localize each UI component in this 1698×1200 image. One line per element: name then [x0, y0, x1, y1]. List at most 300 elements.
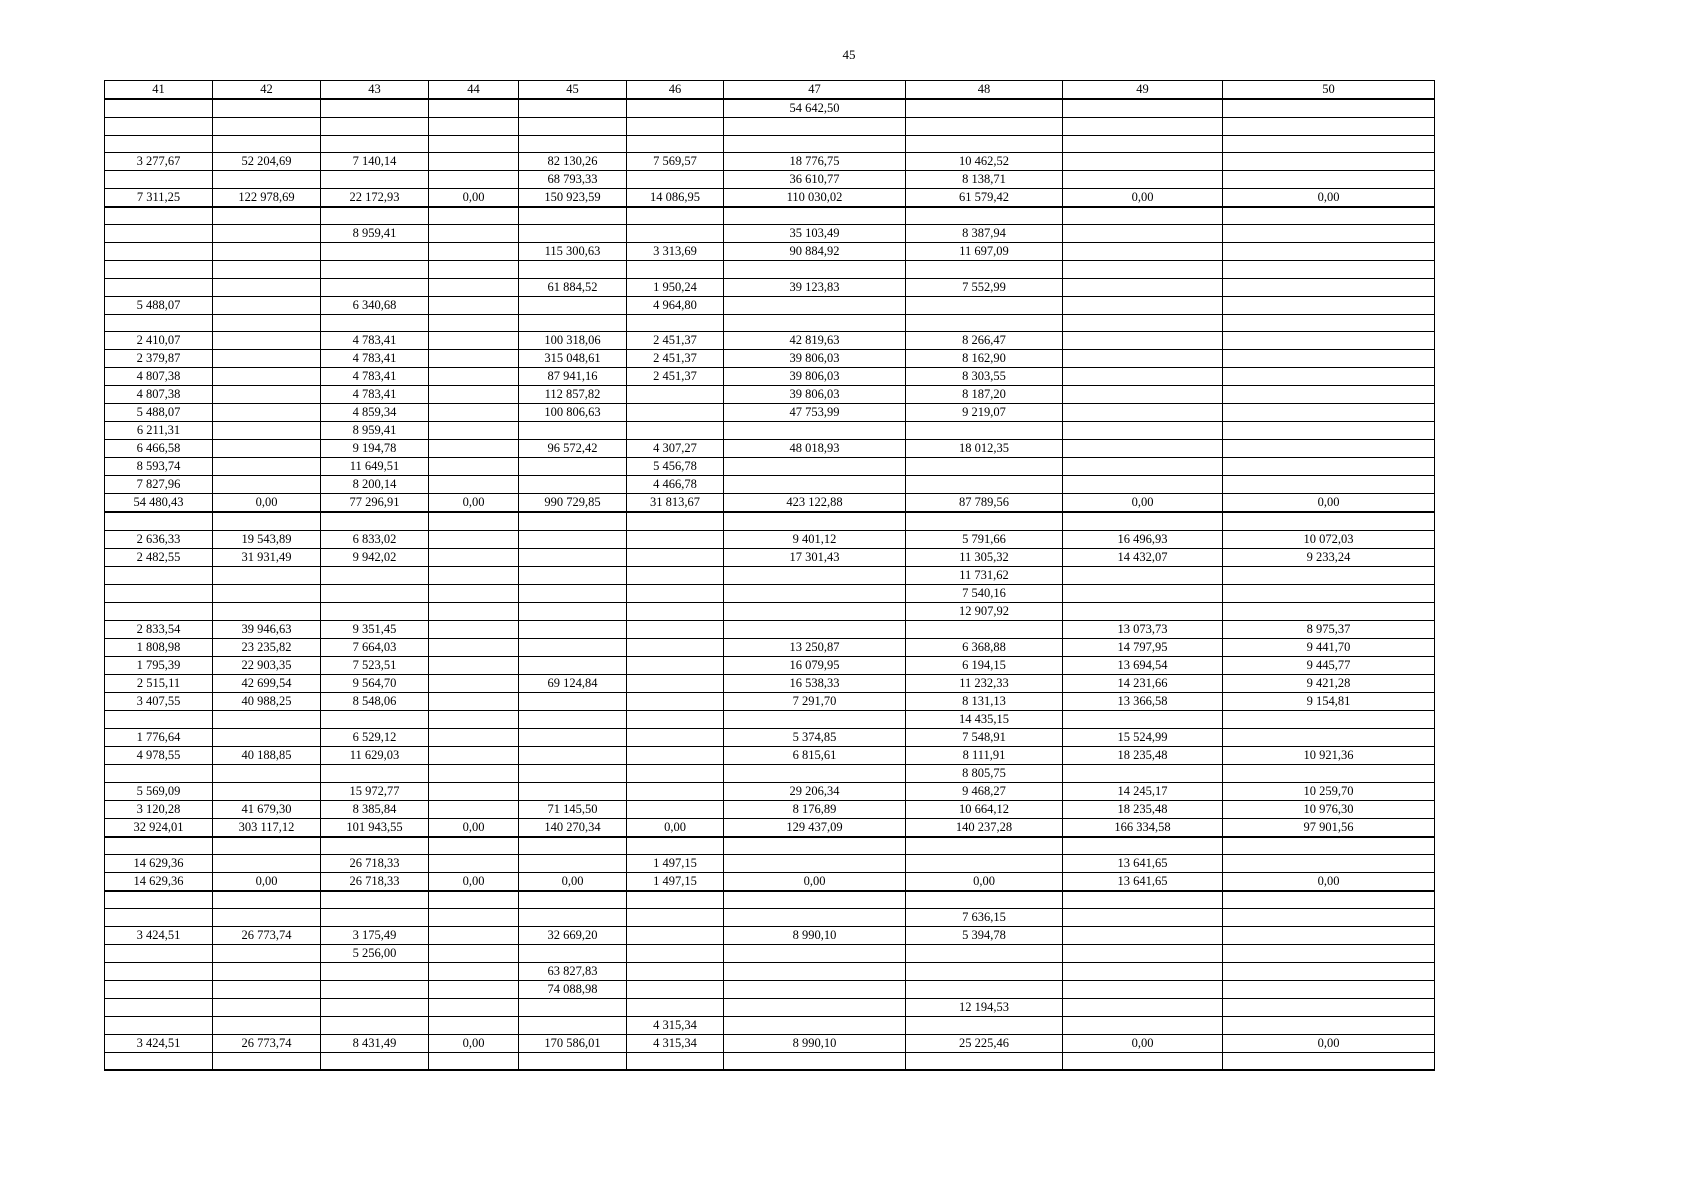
- table-cell: [213, 422, 321, 440]
- table-cell: 40 988,25: [213, 692, 321, 710]
- table-cell: 39 806,03: [724, 368, 906, 386]
- table-cell: 100 318,06: [519, 332, 627, 350]
- column-header: 42: [213, 81, 321, 100]
- table-cell: [105, 261, 213, 279]
- table-cell: [213, 854, 321, 872]
- table-cell: [429, 314, 519, 332]
- table-cell: [627, 782, 724, 800]
- table-cell: 0,00: [1063, 189, 1223, 208]
- table-cell: 6 815,61: [724, 746, 906, 764]
- table-cell: 7 827,96: [105, 476, 213, 494]
- data-table: [104, 80, 1435, 1071]
- table-cell: [519, 512, 627, 530]
- table-cell: 13 250,87: [724, 638, 906, 656]
- table-cell: [321, 837, 429, 855]
- table-cell: 423 122,88: [724, 494, 906, 513]
- table-cell: [1223, 944, 1435, 962]
- table-cell: [906, 135, 1063, 153]
- table-cell: 26 718,33: [321, 872, 429, 891]
- table-row: [105, 368, 1435, 386]
- table-cell: [321, 962, 429, 980]
- table-row: [105, 548, 1435, 566]
- table-row: [105, 800, 1435, 818]
- table-cell: [1223, 225, 1435, 243]
- table-row: [105, 1034, 1435, 1052]
- table-cell: [519, 548, 627, 566]
- table-cell: [1063, 998, 1223, 1016]
- table-cell: 2 451,37: [627, 332, 724, 350]
- table-cell: [627, 584, 724, 602]
- table-row: [105, 171, 1435, 189]
- table-cell: 5 256,00: [321, 944, 429, 962]
- table-cell: [321, 278, 429, 296]
- table-row: [105, 350, 1435, 368]
- table-cell: 8 303,55: [906, 368, 1063, 386]
- table-cell: 42 699,54: [213, 674, 321, 692]
- table-cell: 8 431,49: [321, 1034, 429, 1052]
- table-cell: [1223, 296, 1435, 314]
- table-cell: 13 694,54: [1063, 656, 1223, 674]
- table-cell: [1223, 980, 1435, 998]
- table-cell: 101 943,55: [321, 818, 429, 837]
- table-cell: [429, 656, 519, 674]
- column-header: 47: [724, 81, 906, 100]
- table-cell: 5 374,85: [724, 728, 906, 746]
- table-cell: [627, 171, 724, 189]
- table-cell: 10 462,52: [906, 153, 1063, 171]
- table-cell: [429, 692, 519, 710]
- table-cell: [105, 207, 213, 225]
- table-cell: 4 783,41: [321, 350, 429, 368]
- table-cell: 7 140,14: [321, 153, 429, 171]
- table-cell: 90 884,92: [724, 243, 906, 261]
- table-cell: [519, 728, 627, 746]
- table-cell: 9 942,02: [321, 548, 429, 566]
- table-row: [105, 980, 1435, 998]
- table-cell: 18 235,48: [1063, 746, 1223, 764]
- table-cell: [105, 944, 213, 962]
- table-cell: [429, 962, 519, 980]
- column-header: 46: [627, 81, 724, 100]
- table-cell: [1223, 584, 1435, 602]
- table-row: [105, 782, 1435, 800]
- table-cell: 18 776,75: [724, 153, 906, 171]
- table-cell: [724, 998, 906, 1016]
- table-cell: [724, 566, 906, 584]
- table-row: [105, 243, 1435, 261]
- table-cell: [429, 99, 519, 118]
- table-cell: [627, 1052, 724, 1070]
- table-cell: 22 172,93: [321, 189, 429, 208]
- table-cell: [429, 476, 519, 494]
- table-cell: 0,00: [429, 189, 519, 208]
- table-cell: 87 941,16: [519, 368, 627, 386]
- table-cell: [1223, 458, 1435, 476]
- table-cell: [105, 908, 213, 926]
- table-cell: 0,00: [213, 494, 321, 513]
- table-cell: 14 435,15: [906, 710, 1063, 728]
- table-cell: 41 679,30: [213, 800, 321, 818]
- table-cell: 36 610,77: [724, 171, 906, 189]
- column-header: 49: [1063, 81, 1223, 100]
- table-cell: [1223, 261, 1435, 279]
- table-cell: [321, 135, 429, 153]
- table-cell: [213, 782, 321, 800]
- table-cell: [627, 404, 724, 422]
- table-cell: 1 497,15: [627, 872, 724, 891]
- table-cell: [627, 207, 724, 225]
- table-row: [105, 278, 1435, 296]
- table-cell: [627, 512, 724, 530]
- table-cell: [627, 548, 724, 566]
- table-cell: [429, 584, 519, 602]
- table-cell: 1 795,39: [105, 656, 213, 674]
- table-cell: [1063, 278, 1223, 296]
- table-cell: 10 259,70: [1223, 782, 1435, 800]
- table-cell: [906, 118, 1063, 136]
- table-cell: [724, 118, 906, 136]
- table-row: [105, 1016, 1435, 1034]
- table-cell: [429, 926, 519, 944]
- table-cell: [519, 602, 627, 620]
- table-cell: 6 466,58: [105, 440, 213, 458]
- table-cell: [627, 944, 724, 962]
- table-cell: 8 111,91: [906, 746, 1063, 764]
- table-cell: [724, 837, 906, 855]
- table-cell: 10 072,03: [1223, 530, 1435, 548]
- table-cell: 5 791,66: [906, 530, 1063, 548]
- table-cell: [213, 944, 321, 962]
- table-cell: [1063, 1016, 1223, 1034]
- table-cell: 9 564,70: [321, 674, 429, 692]
- table-cell: 9 351,45: [321, 620, 429, 638]
- table-cell: [429, 135, 519, 153]
- column-header: 50: [1223, 81, 1435, 100]
- table-cell: [321, 512, 429, 530]
- table-cell: [627, 225, 724, 243]
- table-cell: 14 231,66: [1063, 674, 1223, 692]
- table-cell: [213, 1016, 321, 1034]
- table-cell: 4 859,34: [321, 404, 429, 422]
- table-cell: [1223, 1016, 1435, 1034]
- table-cell: 7 636,15: [906, 908, 1063, 926]
- table-cell: 2 379,87: [105, 350, 213, 368]
- table-row: [105, 728, 1435, 746]
- table-cell: 61 579,42: [906, 189, 1063, 208]
- table-cell: 61 884,52: [519, 278, 627, 296]
- table-cell: 8 200,14: [321, 476, 429, 494]
- table-cell: 1 950,24: [627, 278, 724, 296]
- table-cell: [627, 422, 724, 440]
- table-cell: [1063, 476, 1223, 494]
- table-cell: 40 188,85: [213, 746, 321, 764]
- table-row: [105, 962, 1435, 980]
- table-body: [105, 81, 1435, 1070]
- table-cell: 8 959,41: [321, 225, 429, 243]
- table-cell: 6 194,15: [906, 656, 1063, 674]
- table-cell: [627, 118, 724, 136]
- table-cell: 8 176,89: [724, 800, 906, 818]
- table-cell: 11 305,32: [906, 548, 1063, 566]
- table-row: [105, 404, 1435, 422]
- table-row: [105, 512, 1435, 530]
- table-cell: [321, 1016, 429, 1034]
- table-cell: [429, 171, 519, 189]
- table-cell: 4 783,41: [321, 386, 429, 404]
- table-cell: 39 946,63: [213, 620, 321, 638]
- table-cell: [1223, 314, 1435, 332]
- table-cell: 39 806,03: [724, 386, 906, 404]
- table-cell: 5 394,78: [906, 926, 1063, 944]
- table-cell: 0,00: [1223, 494, 1435, 513]
- table-cell: 9 194,78: [321, 440, 429, 458]
- table-cell: [105, 1016, 213, 1034]
- table-cell: 22 903,35: [213, 656, 321, 674]
- table-cell: [105, 99, 213, 118]
- table-cell: [429, 944, 519, 962]
- table-cell: 16 538,33: [724, 674, 906, 692]
- table-cell: [429, 837, 519, 855]
- table-cell: [429, 908, 519, 926]
- table-cell: [213, 512, 321, 530]
- table-cell: [724, 1016, 906, 1034]
- table-row: [105, 530, 1435, 548]
- table-row: [105, 225, 1435, 243]
- table-cell: [429, 261, 519, 279]
- table-cell: [105, 225, 213, 243]
- table-cell: 3 424,51: [105, 926, 213, 944]
- table-cell: [429, 800, 519, 818]
- table-cell: 35 103,49: [724, 225, 906, 243]
- table-cell: [429, 854, 519, 872]
- table-cell: 9 468,27: [906, 782, 1063, 800]
- table-cell: [105, 980, 213, 998]
- table-cell: [1223, 278, 1435, 296]
- table-cell: [1063, 332, 1223, 350]
- table-cell: [1063, 296, 1223, 314]
- table-row: [105, 638, 1435, 656]
- table-cell: 8 593,74: [105, 458, 213, 476]
- table-cell: [321, 710, 429, 728]
- header-row: [105, 81, 1435, 100]
- table-cell: [1063, 584, 1223, 602]
- table-cell: [724, 261, 906, 279]
- table-cell: [1223, 332, 1435, 350]
- table-row: [105, 891, 1435, 909]
- table-cell: [321, 980, 429, 998]
- table-cell: [519, 566, 627, 584]
- table-cell: [105, 314, 213, 332]
- table-cell: [213, 908, 321, 926]
- table-cell: [1223, 368, 1435, 386]
- table-cell: [724, 620, 906, 638]
- table-row: [105, 710, 1435, 728]
- table-cell: 4 783,41: [321, 332, 429, 350]
- table-cell: [105, 710, 213, 728]
- table-cell: [1063, 350, 1223, 368]
- table-row: [105, 135, 1435, 153]
- table-cell: [213, 118, 321, 136]
- table-cell: [429, 620, 519, 638]
- table-cell: 4 307,27: [627, 440, 724, 458]
- table-cell: 16 496,93: [1063, 530, 1223, 548]
- table-cell: [213, 386, 321, 404]
- table-cell: 29 206,34: [724, 782, 906, 800]
- table-cell: 48 018,93: [724, 440, 906, 458]
- table-cell: 4 783,41: [321, 368, 429, 386]
- table-cell: 52 204,69: [213, 153, 321, 171]
- table-cell: [519, 530, 627, 548]
- table-cell: [429, 278, 519, 296]
- table-cell: [519, 908, 627, 926]
- table-cell: 3 120,28: [105, 800, 213, 818]
- table-cell: 39 806,03: [724, 350, 906, 368]
- table-cell: [724, 296, 906, 314]
- table-cell: 63 827,83: [519, 962, 627, 980]
- table-cell: [213, 350, 321, 368]
- table-row: [105, 476, 1435, 494]
- table-cell: 10 976,30: [1223, 800, 1435, 818]
- table-cell: 13 641,65: [1063, 854, 1223, 872]
- table-cell: 2 515,11: [105, 674, 213, 692]
- table-cell: 0,00: [429, 818, 519, 837]
- table-cell: [906, 476, 1063, 494]
- table-cell: 31 931,49: [213, 548, 321, 566]
- table-cell: [906, 422, 1063, 440]
- table-cell: [724, 207, 906, 225]
- table-cell: 8 131,13: [906, 692, 1063, 710]
- table-cell: [1063, 386, 1223, 404]
- table-cell: [627, 656, 724, 674]
- table-cell: [213, 584, 321, 602]
- table-cell: [627, 926, 724, 944]
- table-cell: 15 972,77: [321, 782, 429, 800]
- table-cell: [906, 296, 1063, 314]
- table-cell: [627, 566, 724, 584]
- table-cell: [519, 135, 627, 153]
- table-cell: [429, 548, 519, 566]
- table-cell: [1223, 350, 1435, 368]
- column-header: 43: [321, 81, 429, 100]
- table-cell: [519, 261, 627, 279]
- table-cell: 97 901,56: [1223, 818, 1435, 837]
- table-cell: [213, 225, 321, 243]
- table-cell: [321, 602, 429, 620]
- table-cell: [906, 620, 1063, 638]
- table-cell: [627, 908, 724, 926]
- table-cell: [1223, 135, 1435, 153]
- table-cell: [724, 962, 906, 980]
- table-cell: 9 219,07: [906, 404, 1063, 422]
- table-cell: [627, 261, 724, 279]
- table-cell: [519, 225, 627, 243]
- table-cell: 26 773,74: [213, 1034, 321, 1052]
- table-cell: [519, 99, 627, 118]
- table-cell: [1223, 476, 1435, 494]
- table-cell: [1223, 99, 1435, 118]
- table-cell: 96 572,42: [519, 440, 627, 458]
- table-cell: 87 789,56: [906, 494, 1063, 513]
- table-cell: [321, 764, 429, 782]
- table-cell: 7 569,57: [627, 153, 724, 171]
- table-cell: [1223, 207, 1435, 225]
- table-cell: [213, 710, 321, 728]
- table-cell: [519, 314, 627, 332]
- table-cell: 5 456,78: [627, 458, 724, 476]
- table-cell: 39 123,83: [724, 278, 906, 296]
- table-cell: 4 315,34: [627, 1016, 724, 1034]
- table-cell: [519, 620, 627, 638]
- table-cell: 9 421,28: [1223, 674, 1435, 692]
- table-cell: [1063, 980, 1223, 998]
- table-cell: [627, 962, 724, 980]
- table-cell: [1223, 926, 1435, 944]
- table-cell: 14 432,07: [1063, 548, 1223, 566]
- table-cell: [906, 512, 1063, 530]
- table-cell: 0,00: [1223, 1034, 1435, 1052]
- table-cell: [105, 278, 213, 296]
- table-cell: 9 154,81: [1223, 692, 1435, 710]
- table-cell: [906, 854, 1063, 872]
- table-cell: 12 194,53: [906, 998, 1063, 1016]
- table-cell: [1223, 908, 1435, 926]
- table-cell: 303 117,12: [213, 818, 321, 837]
- table-cell: [213, 171, 321, 189]
- table-cell: [519, 710, 627, 728]
- table-cell: 8 385,84: [321, 800, 429, 818]
- table-cell: 77 296,91: [321, 494, 429, 513]
- table-cell: [906, 261, 1063, 279]
- table-cell: [213, 135, 321, 153]
- table-cell: 129 437,09: [724, 818, 906, 837]
- table-cell: [1223, 728, 1435, 746]
- table-cell: [429, 404, 519, 422]
- table-cell: [519, 692, 627, 710]
- table-cell: [724, 908, 906, 926]
- table-cell: 13 366,58: [1063, 692, 1223, 710]
- table-cell: 7 548,91: [906, 728, 1063, 746]
- table-cell: 18 235,48: [1063, 800, 1223, 818]
- table-cell: 15 524,99: [1063, 728, 1223, 746]
- table-cell: 6 340,68: [321, 296, 429, 314]
- table-cell: [1063, 512, 1223, 530]
- table-cell: 8 187,20: [906, 386, 1063, 404]
- table-cell: [627, 99, 724, 118]
- table-cell: [519, 476, 627, 494]
- table-cell: [724, 944, 906, 962]
- column-header: 44: [429, 81, 519, 100]
- table-cell: [105, 512, 213, 530]
- table-cell: [627, 674, 724, 692]
- table-cell: [213, 99, 321, 118]
- table-row: [105, 998, 1435, 1016]
- page-number: 45: [842, 47, 856, 62]
- table-cell: [429, 153, 519, 171]
- table-row: [105, 566, 1435, 584]
- table-cell: [429, 710, 519, 728]
- table-row: [105, 620, 1435, 638]
- table-cell: [213, 404, 321, 422]
- table-cell: [519, 1052, 627, 1070]
- table-cell: [627, 980, 724, 998]
- table-cell: 115 300,63: [519, 243, 627, 261]
- table-cell: [1223, 153, 1435, 171]
- table-cell: [906, 458, 1063, 476]
- table-cell: [1063, 566, 1223, 584]
- table-cell: [1063, 225, 1223, 243]
- table-cell: [429, 530, 519, 548]
- table-cell: [429, 207, 519, 225]
